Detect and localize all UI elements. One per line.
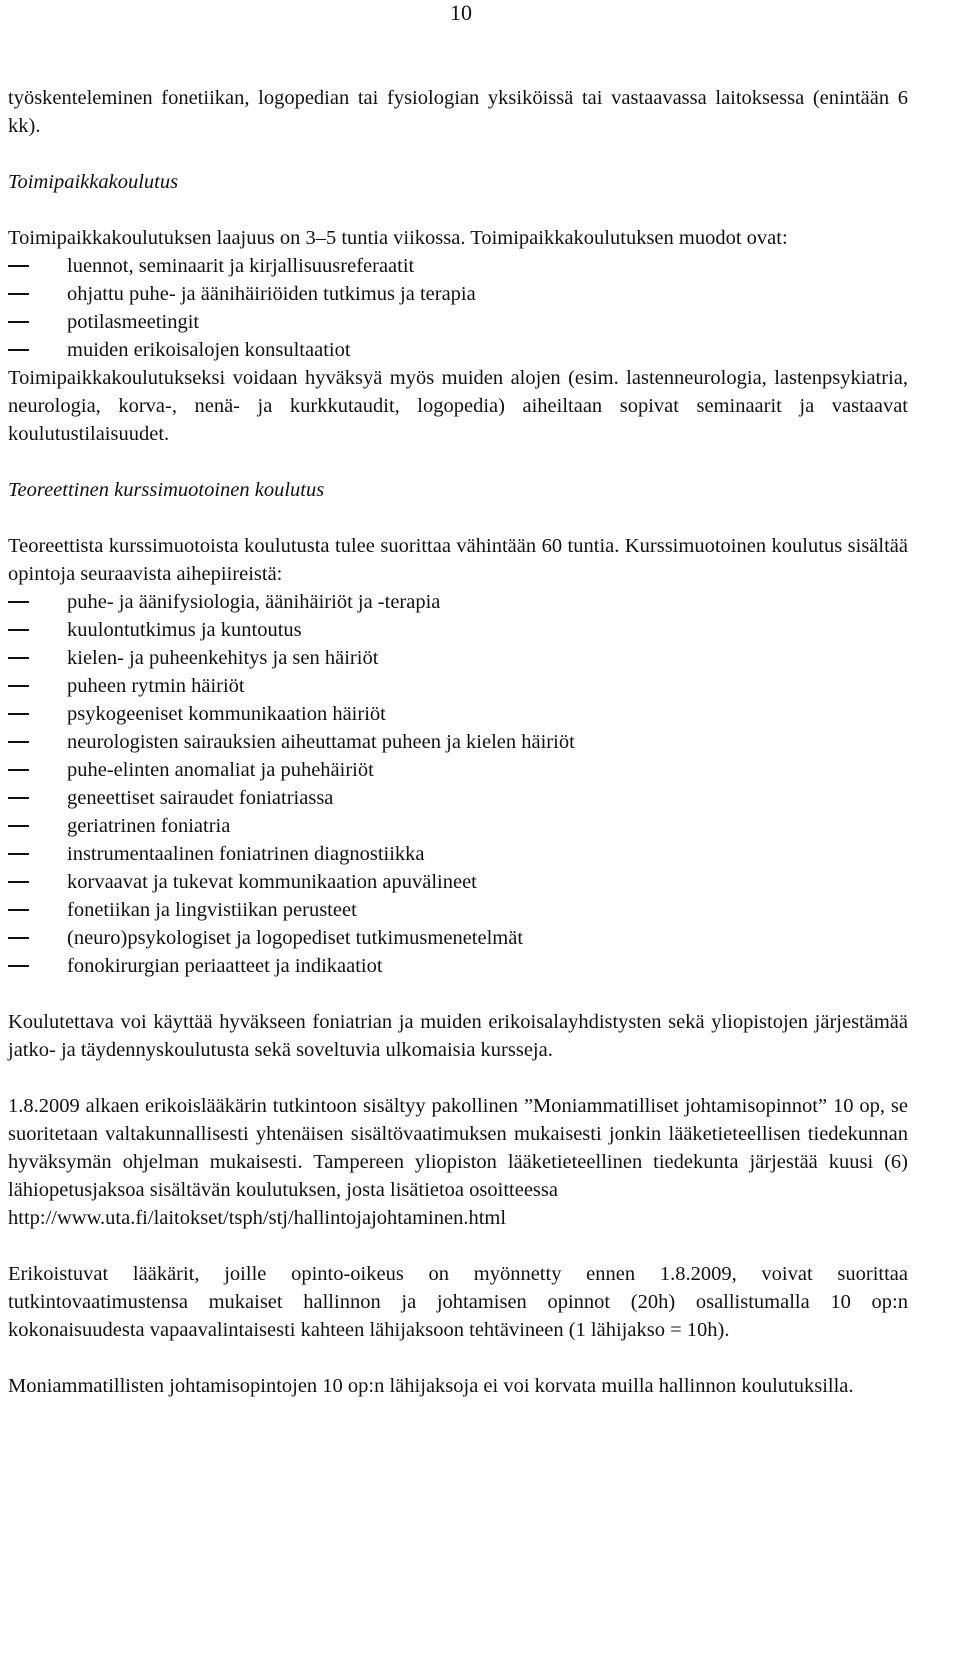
section-heading-teoreettinen: Teoreettinen kurssimuotoinen koulutus (8, 479, 325, 501)
list-item (8, 308, 908, 336)
list-item (8, 672, 908, 700)
document-body (8, 84, 908, 1400)
list-item (8, 812, 908, 840)
list-item-text: psykogeeniset kommunikaation häiriöt (67, 703, 386, 725)
paragraph-abroad-courses: Koulutettava voi käyttää hyväkseen foniatrian ja muiden erikoisalayhdistysten sekä yliopistojen järjestämää jatko- ja täydennyskoulutusta sekä soveltuvia ulkomaisia kursseja. (8, 1011, 908, 1061)
list-item (8, 644, 908, 672)
dash-bullet-icon (8, 881, 29, 883)
list-item-text: (neuro)psykologiset ja logopediset tutkimusmenetelmät (67, 927, 524, 949)
list-item (8, 756, 908, 784)
dash-bullet-icon (8, 769, 29, 771)
dash-bullet-icon (8, 853, 29, 855)
section2-list (8, 588, 908, 980)
paragraph-before-2009: Erikoistuvat lääkärit, joille opinto-oikeus on myönnetty ennen 1.8.2009, voivat suorittaa tutkintovaatimustensa mukaiset hallinnon ja johtamisen opinnot (20h) osallistumalla 10 op:n kokonaisuudesta vapaavalintaisesti kahteen lähijaksoon tehtävineen (1 lähijakso = 10h). (8, 1263, 908, 1341)
list-item (8, 280, 908, 308)
list-item-text: instrumentaalinen foniatrinen diagnostiikka (67, 843, 425, 865)
list-item-text: fonetiikan ja lingvistiikan perusteet (67, 899, 357, 921)
list-item-text: potilasmeetingit (67, 311, 200, 333)
dash-bullet-icon (8, 713, 29, 715)
list-item-text: korvaavat ja tukevat kommunikaation apuvälineet (67, 871, 477, 893)
dash-bullet-icon (8, 965, 29, 967)
paragraph-management-studies: 1.8.2009 alkaen erikoislääkärin tutkintoon sisältyy pakollinen ”Moniammatilliset johtamisopinnot” 10 op, se suoritetaan valtakunnallisesti yhtenäisen sisältövaatimuksen mukaisesti jonkin lääketieteellisen tiedekunnan hyväksymän ohjelman mukaisesti. Tampereen yliopiston lääketieteellinen tiedekunta järjestää kuusi (6) lähiopetusjaksoa sisältävän koulutuksen, josta lisätietoa osoitteessa (8, 1095, 908, 1201)
dash-bullet-icon (8, 685, 29, 687)
dash-bullet-icon (8, 825, 29, 827)
list-item-text: fonokirurgian periaatteet ja indikaatiot (67, 955, 383, 977)
section-heading-toimipaikkakoulutus: Toimipaikkakoulutus (8, 171, 179, 193)
list-item (8, 868, 908, 896)
list-item-text: kielen- ja puheenkehitys ja sen häiriöt (67, 647, 379, 669)
dash-bullet-icon (8, 601, 29, 603)
dash-bullet-icon (8, 321, 29, 323)
list-item-text: geriatrinen foniatria (67, 815, 231, 837)
list-item (8, 700, 908, 728)
list-item (8, 840, 908, 868)
section2-intro: Teoreettista kurssimuotoista koulutusta tulee suorittaa vähintään 60 tuntia. Kurssimuotoinen koulutus sisältää opintoja seuraavista aihepiireistä: (8, 535, 908, 585)
paragraph-final: Moniammatillisten johtamisopintojen 10 op:n lähijaksoja ei voi korvata muilla hallinnon koulutuksilla. (8, 1375, 854, 1397)
list-item (8, 588, 908, 616)
list-item-text: puhe-elinten anomaliat ja puhehäiriöt (67, 759, 374, 781)
page-number: 10 (450, 0, 472, 25)
dash-bullet-icon (8, 909, 29, 911)
list-item (8, 728, 908, 756)
list-item (8, 784, 908, 812)
management-link[interactable]: http://www.uta.fi/laitokset/tsph/stj/hallintojajohtaminen.html (8, 1207, 507, 1229)
list-item-text: ohjattu puhe- ja äänihäiriöiden tutkimus ja terapia (67, 283, 476, 305)
list-item (8, 896, 908, 924)
list-item-text: geneettiset sairaudet foniatriassa (67, 787, 334, 809)
dash-bullet-icon (8, 741, 29, 743)
list-item-text: luennot, seminaarit ja kirjallisuusreferaatit (67, 255, 415, 277)
list-item-text: neurologisten sairauksien aiheuttamat puheen ja kielen häiriöt (67, 731, 575, 753)
section1-after-paragraph: Toimipaikkakoulutukseksi voidaan hyväksyä myös muiden alojen (esim. lastenneurologia, lastenpsykiatria, neurologia, korva-, nenä- ja kurkkutaudit, logopedia) aiheiltaan sopivat seminaarit ja vastaavat koulutustilaisuudet. (8, 367, 908, 445)
list-item-text: muiden erikoisalojen konsultaatiot (67, 339, 351, 361)
dash-bullet-icon (8, 937, 29, 939)
list-item (8, 924, 908, 952)
dash-bullet-icon (8, 265, 29, 267)
dash-bullet-icon (8, 797, 29, 799)
list-item (8, 616, 908, 644)
dash-bullet-icon (8, 293, 29, 295)
list-item (8, 952, 908, 980)
list-item (8, 336, 908, 364)
list-item (8, 252, 908, 280)
intro-paragraph: työskenteleminen fonetiikan, logopedian tai fysiologian yksiköissä tai vastaavassa laitoksessa (enintään 6 kk). (8, 87, 908, 137)
dash-bullet-icon (8, 657, 29, 659)
list-item-text: puheen rytmin häiriöt (67, 675, 245, 697)
section1-intro: Toimipaikkakoulutuksen laajuus on 3–5 tuntia viikossa. Toimipaikkakoulutuksen muodot ovat: (8, 227, 788, 249)
section1-list (8, 252, 908, 364)
list-item-text: puhe- ja äänifysiologia, äänihäiriöt ja -terapia (67, 591, 441, 613)
list-item-text: kuulontutkimus ja kuntoutus (67, 619, 302, 641)
dash-bullet-icon (8, 349, 29, 351)
dash-bullet-icon (8, 629, 29, 631)
